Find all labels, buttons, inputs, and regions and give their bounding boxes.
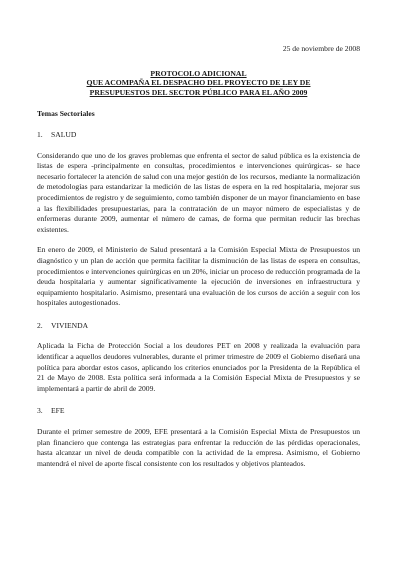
section-heading: Temas Sectoriales — [37, 109, 95, 119]
document-title — [37, 69, 360, 98]
topic-number: 1. — [37, 129, 43, 139]
paragraph: En enero de 2009, el Ministerio de Salud presentará a la Comisión Especial Mixta de Presupuestos un diagnóstico y un plan de acción que permita facilitar la disminución de las listas de espera en consultas, procedimientos e intervenciones quirúrgicas en un 20%, iniciar un proceso de reducción programada de la deuda hospitalaria y aumentar significativamente la ejecución de inversiones en infraestructura y equipamiento hospitalario. Asimismo, presentará una evaluación de los cursos de acción a seguir con los hospitales autogestionados. — [37, 245, 360, 308]
topic-title: SALUD — [51, 129, 77, 139]
topic-number: 3. — [37, 406, 43, 416]
topic-heading-efe — [37, 406, 360, 417]
title-line: PROTOCOLO ADICIONAL — [150, 68, 247, 78]
topic-number: 2. — [37, 320, 43, 330]
paragraph: Durante el primer semestre de 2009, EFE presentará a la Comisión Especial Mixta de Presupuestos un plan financiero que contenga las estrategias para enfrentar la reducción de las pérdidas operacionales, hasta alcanzar un nivel de deuda compatible con la actividad de la empresa. Asimismo, el Gobierno mantendrá el nivel de aporte fiscal consistente con los resultados y objetivos planteados. — [37, 427, 360, 468]
topic-heading-vivienda — [37, 321, 360, 332]
topic-title: VIVIENDA — [51, 320, 89, 330]
paragraph: Considerando que uno de los graves problemas que enfrenta el sector de salud pública es la existencia de listas de espera -principalmente en consultas, procedimientos e intervenciones quirúrgicas- se hace necesario fortalecer la atención de salud con una mejor gestión de los recursos, mediante la normalización de metodologías para estandarizar la medición de las listas de espera en la red hospitalaria, mejorar sus procedimientos de registro y de seguimiento, como también disponer de un mayor financiamiento en base a las flexibilidades presupuestarias, para la contratación de un mayor número de especialistas y de enfermeras durante 2009, aumentar el número de camas, de forma que permitan reducir las brechas existentes. — [37, 150, 360, 234]
paragraph: Aplicada la Ficha de Protección Social a los deudores PET en 2008 y realizada la evaluación para identificar a aquellos deudores vulnerables, durante el primer trimestre de 2009 el Gobierno diseñará una política para abordar estos casos, aplicando los criterios enunciados por la Presidenta de la República el 21 de Mayo de 2008. Esta política será informada a la Comisión Especial Mixta de Presupuestos y se implementará a partir de abril de 2009. — [37, 341, 360, 393]
topic-title: EFE — [51, 406, 65, 416]
document-date: 25 de noviembre de 2008 — [282, 44, 360, 53]
topic-heading-salud — [37, 130, 360, 141]
title-line: QUE ACOMPAÑA EL DESPACHO DEL PROYECTO DE LEY DE — [86, 78, 311, 88]
title-line: PRESUPUESTOS DEL SECTOR PÚBLICO PARA EL AÑO 2009 — [89, 87, 308, 97]
